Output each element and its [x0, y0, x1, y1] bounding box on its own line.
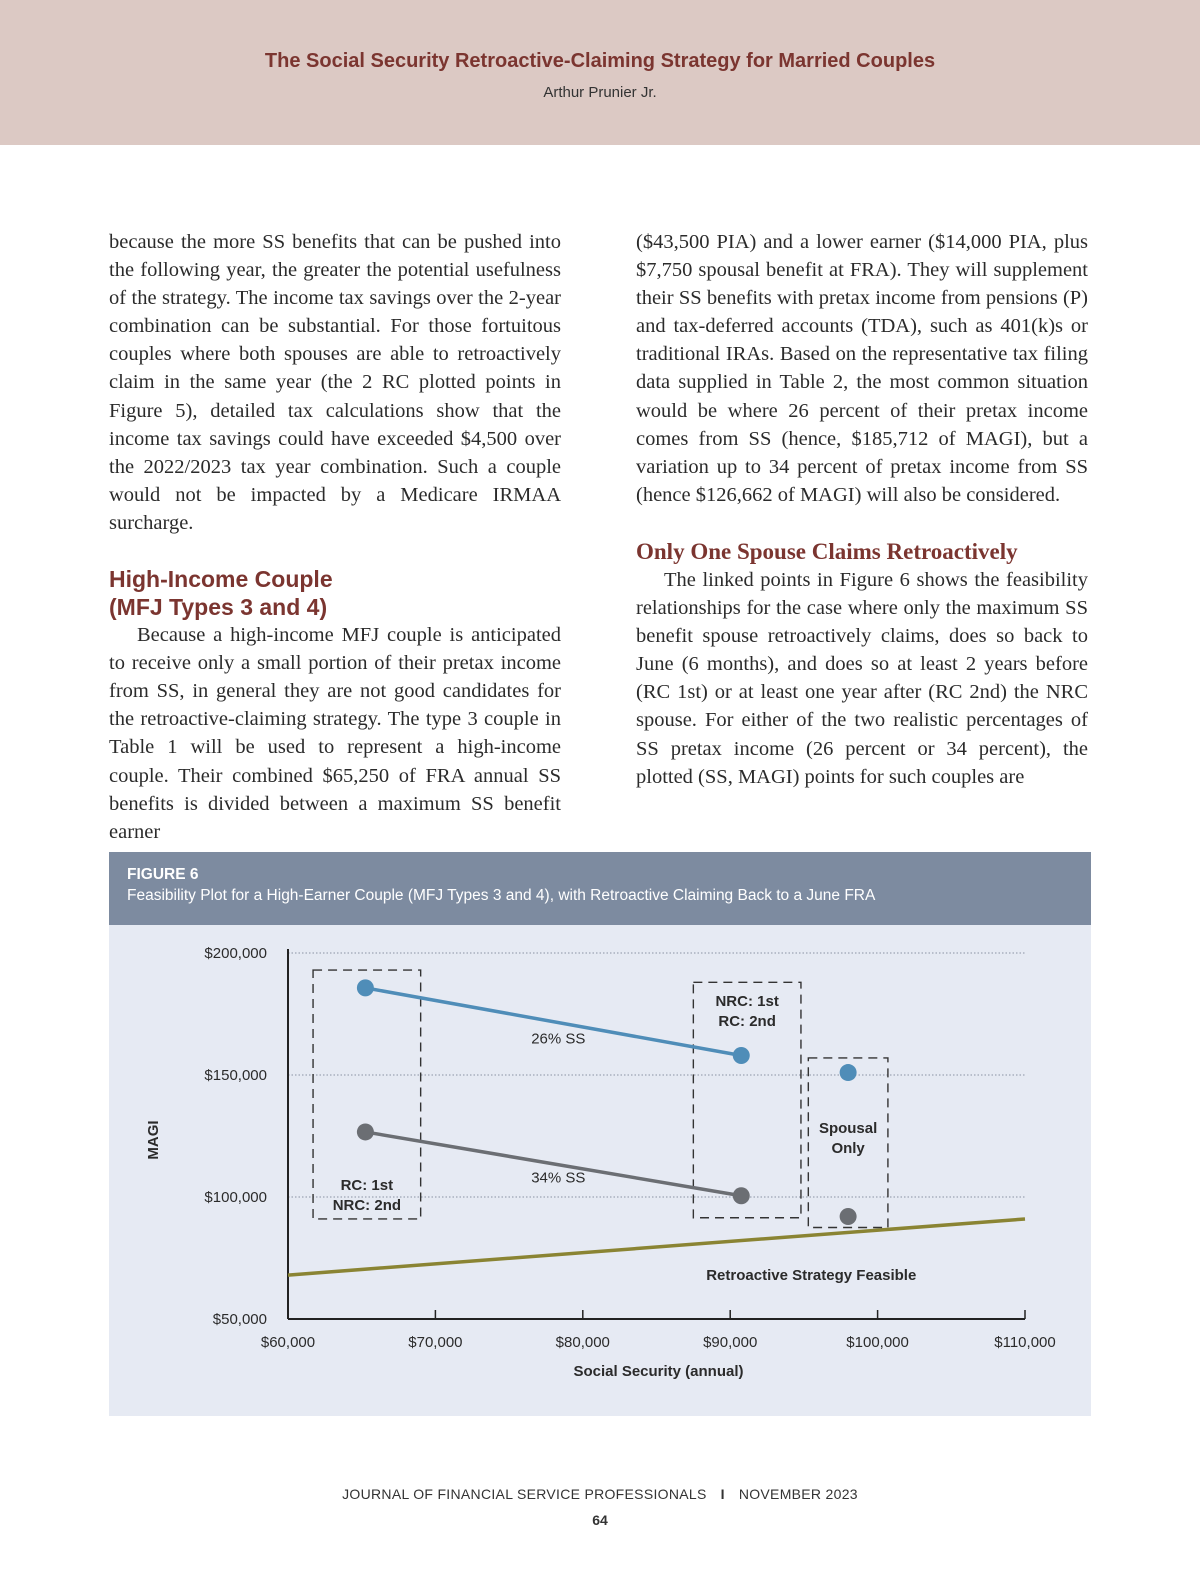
- article-title: The Social Security Retroactive-Claiming Strategy for Married Couples: [264, 50, 936, 72]
- figure-label: FIGURE 6: [127, 866, 199, 883]
- x-axis-title: Social Security (annual): [573, 1363, 744, 1380]
- x-tick-label-5: $110,000: [994, 1334, 1056, 1351]
- y-tick-label-0: $50,000: [212, 1311, 267, 1328]
- issue-date: NOVEMBER 2023: [738, 1486, 858, 1502]
- left-column: [109, 228, 561, 846]
- x-tick-label-4: $100,000: [846, 1334, 909, 1351]
- data-point-3-0: [840, 1208, 857, 1225]
- figure-caption: Feasibility Plot for a High-Earner Couple (MFJ Types 3 and 4), with Retroactive Claiming Back to a June FRA: [127, 887, 876, 904]
- data-point-2-0: [840, 1064, 857, 1081]
- data-point-0-0: [357, 979, 374, 996]
- annotation-1: 34% SS: [531, 1169, 586, 1187]
- group-label-1-line-0: NRC: 1st: [715, 993, 779, 1010]
- figure-6: [109, 852, 1091, 1416]
- right-column: [636, 228, 1088, 791]
- section-heading-high-income: [109, 565, 561, 621]
- article-author: Arthur Prunier Jr.: [543, 84, 657, 101]
- page-footer: [0, 1486, 1200, 1502]
- group-label-1-line-1: RC: 2nd: [718, 1013, 776, 1030]
- data-point-1-1: [733, 1187, 750, 1204]
- header-band: [0, 0, 1200, 145]
- x-tick-label-1: $70,000: [408, 1334, 463, 1351]
- data-point-1-0: [357, 1123, 374, 1140]
- page-number: 64: [592, 1512, 608, 1528]
- left-paragraph-1: because the more SS benefits that can be pushed into the following year, the greater the potential usefulness of the strategy. The income tax savings over the 2-year combination can be substantial. For those fortuitous couples where both spouses are able to retroactively claim in the same year (the 2 RC plotted points in Figure 5), detailed tax calculations show that the income tax savings could have exceeded $4,500 over the 2022/2023 tax year combination. Such a couple would not be impacted by a Medicare IRMAA surcharge.: [109, 231, 561, 534]
- x-tick-label-3: $90,000: [703, 1334, 758, 1351]
- y-tick-label-2: $150,000: [204, 1067, 267, 1084]
- right-paragraph-2: The linked points in Figure 6 shows the feasibility relationships for the case where only the maximum SS benefit spouse retroactively claims, does so back to June (6 months), and does so at least 2 years before (RC 1st) or at least one year after (RC 2nd) the NRC spouse. For either of the two realistic percentages of SS pretax income (26 percent or 34 percent), the plotted (SS, MAGI) points for such couples are: [636, 568, 1088, 788]
- annotation-0: 26% SS: [531, 1030, 586, 1048]
- x-tick-label-0: $60,000: [260, 1334, 316, 1351]
- group-label-0-line-1: NRC: 2nd: [332, 1197, 402, 1214]
- y-tick-label-3: $200,000: [204, 945, 267, 962]
- y-axis-title: MAGI: [145, 1120, 162, 1160]
- y-tick-label-1: $100,000: [204, 1189, 267, 1206]
- left-paragraph-2: Because a high-income MFJ couple is anticipated to receive only a small portion of their pretax income from SS, in general they are not good candidates for the retroactive-claiming strategy. The type 3 couple in Table 1 will be used to represent a high-income couple. Their combined $65,250 of FRA annual SS benefits is divided between a maximum SS benefit earner: [109, 624, 561, 843]
- section-heading-one-spouse: Only One Spouse Claims Retroactively: [636, 538, 1018, 564]
- data-point-0-1: [733, 1047, 750, 1064]
- right-paragraph-1: ($43,500 PIA) and a lower earner ($14,000 PIA, plus $7,750 spousal benefit at FRA). They will supplement their SS benefits with pretax income from pensions (P) and tax-deferred accounts (TDA), such as 401(k)s or traditional IRAs. Based on the representative tax filing data supplied in Table 2, the most common situation would be where 26 percent of their pretax income comes from SS (hence, $185,712 of MAGI), but a variation up to 34 percent of pretax income from SS (hence $126,662 of MAGI) will also be considered.: [636, 231, 1088, 506]
- group-label-2-line-1: Only: [831, 1140, 865, 1157]
- footer-separator: I: [720, 1486, 725, 1502]
- heading-line-1: High-Income Couple: [109, 566, 333, 593]
- group-label-0-line-0: RC: 1st: [340, 1177, 394, 1194]
- heading-line-2: (MFJ Types 3 and 4): [109, 594, 328, 621]
- annotation-2: Retroactive Strategy Feasible: [706, 1266, 917, 1284]
- group-label-2-line-0: Spousal: [818, 1120, 878, 1137]
- journal-name: JOURNAL OF FINANCIAL SERVICE PROFESSIONALS: [342, 1486, 707, 1502]
- feasibility-chart: [109, 852, 1091, 1416]
- x-tick-label-2: $80,000: [555, 1334, 610, 1351]
